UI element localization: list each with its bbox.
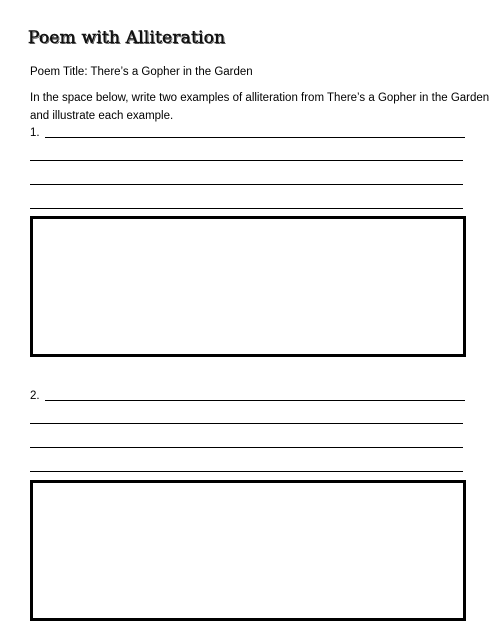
item-1-answer-line-2 — [30, 160, 463, 161]
item-2-number: 2. — [30, 390, 40, 402]
item-2-illustration-box — [30, 480, 466, 621]
item-2-answer-line-2 — [30, 423, 463, 424]
item-1-illustration-box — [30, 216, 466, 357]
poem-title-line: Poem Title: There’s a Gopher in the Garden — [30, 66, 253, 78]
item-2-answer-line-1 — [45, 400, 465, 401]
item-1-number: 1. — [30, 127, 40, 139]
worksheet-title: Poem with Alliteration — [28, 28, 226, 48]
item-1-answer-line-4 — [30, 208, 463, 209]
item-2-answer-line-4 — [30, 471, 463, 472]
item-2-answer-line-3 — [30, 447, 463, 448]
instructions-line-1: In the space below, write two examples of alliteration from There’s a Gopher in the Garden — [30, 92, 490, 104]
item-1-answer-line-1 — [45, 137, 465, 138]
instructions-line-2: and illustrate each example. — [30, 110, 174, 122]
item-1-answer-line-3 — [30, 184, 463, 185]
